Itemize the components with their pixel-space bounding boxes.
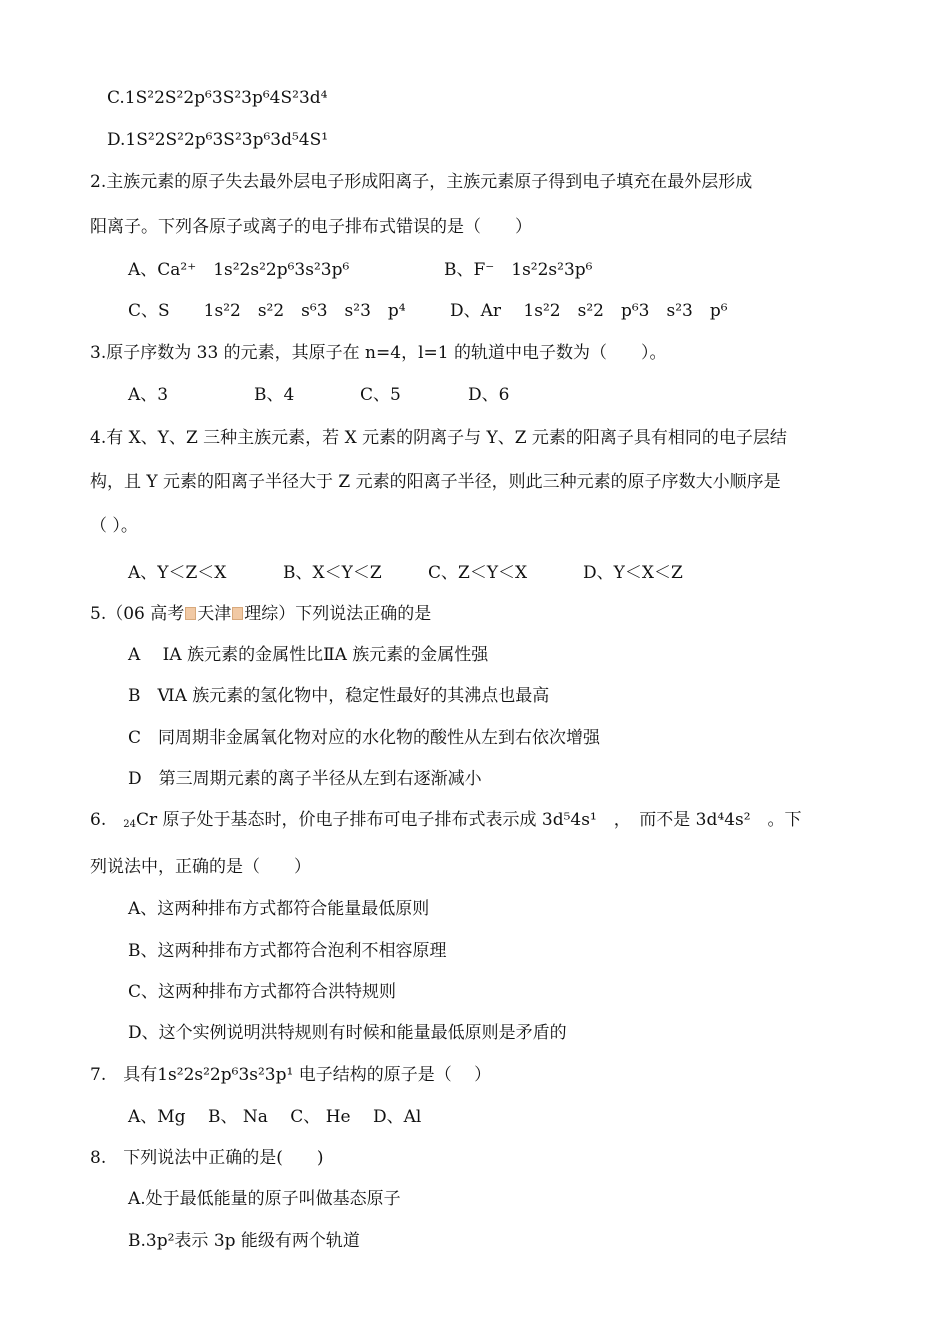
q8-option-a: A.处于最低能量的原子叫做基态原子 xyxy=(128,1189,401,1209)
q3-option-a: A、3 xyxy=(128,385,169,405)
q8-stem: 8. 下列说法中正确的是( ) xyxy=(90,1148,324,1168)
q8-option-b: B.3p²表示 3p 能级有两个轨道 xyxy=(128,1231,360,1251)
q4-stem-line1: 4.有 X、Y、Z 三种主族元素，若 X 元素的阴离子与 Y、Z 元素的阳离子具有相同的电子层结 xyxy=(90,428,787,448)
q4-option-a: A、Y＜Z＜X xyxy=(128,563,227,583)
q3-options xyxy=(128,383,509,407)
q6-option-b: B、这两种排布方式都符合泡利不相容原理 xyxy=(128,941,447,961)
q4-stem-line3: （ ）。 xyxy=(90,516,138,536)
q3-stem: 3.原子序数为 33 的元素，其原子在 n=4，l=1 的轨道中电子数为（ ）。 xyxy=(90,343,667,363)
q5-stem-mid: 天津 xyxy=(197,604,232,624)
q4-option-d: D、Y＜X＜Z xyxy=(583,563,683,583)
q5-stem xyxy=(90,602,431,626)
q2-option-c: C、S 1s²2 s²2 s⁶3 s²3 p⁴ xyxy=(128,301,406,321)
q3-option-d: D、6 xyxy=(468,385,510,405)
q2-stem-line1: 2.主族元素的原子失去最外层电子形成阳离子，主族元素原子得到电子填充在最外层形成 xyxy=(90,172,753,192)
q1-option-d: D.1S²2S²2p⁶3S²3p⁶3d⁵4S¹ xyxy=(107,130,329,150)
q4-option-b: B、X＜Y＜Z xyxy=(283,563,382,583)
q1-option-c: C.1S²2S²2p⁶3S²3p⁶4S²3d⁴ xyxy=(107,88,328,108)
q2-option-d: D、Ar 1s²2 s²2 p⁶3 s²3 p⁶ xyxy=(450,301,728,321)
q4-stem-line2: 构，且 Y 元素的阳离子半径大于 Z 元素的阳离子半径，则此三种元素的原子序数大小顺序是 xyxy=(90,472,781,492)
q3-option-b: B、4 xyxy=(254,385,295,405)
separator-mark-icon xyxy=(232,607,243,620)
q7-options: A、Mg B、 Na C、 He D、Al xyxy=(128,1107,422,1127)
q3-option-c: C、5 xyxy=(360,385,401,405)
q6-option-c: C、这两种排布方式都符合洪特规则 xyxy=(128,982,397,1002)
q2-option-a: A、Ca²⁺ 1s²2s²2p⁶3s²3p⁶ xyxy=(128,260,350,280)
q6-option-a: A、这两种排布方式都符合能量最低原则 xyxy=(128,899,430,919)
q6-stem-line2: 列说法中，正确的是（ ） xyxy=(90,857,311,877)
q5-option-d: D 第三周期元素的离子半径从左到右逐渐减小 xyxy=(128,769,482,789)
q6-option-d: D、这个实例说明洪特规则有时候和能量最低原则是矛盾的 xyxy=(128,1023,567,1043)
q6-atomic-number: 24 xyxy=(123,819,136,830)
q5-option-b: B ⅥA 族元素的氢化物中，稳定性最好的其沸点也最高 xyxy=(128,686,550,706)
q7-stem: 7. 具有1s²2s²2p⁶3s²3p¹ 电子结构的原子是（ ） xyxy=(90,1065,492,1085)
q2-options-row2 xyxy=(128,299,728,323)
q2-option-b: B、F⁻ 1s²2s²3p⁶ xyxy=(444,260,593,280)
q6-stem-text: Cr 原子处于基态时，价电子排布可电子排布式表示成 3d⁵4s¹ ， 而不是 3d⁴4s² 。下 xyxy=(135,810,802,830)
q4-options xyxy=(128,561,683,585)
q5-stem-suffix: 理综）下列说法正确的是 xyxy=(244,604,432,624)
q2-stem-line2: 阳离子。下列各原子或离子的电子排布式错误的是（ ） xyxy=(90,217,532,237)
q6-number: 6. xyxy=(90,810,124,830)
q6-stem-line1 xyxy=(90,808,802,832)
q5-option-a: A ⅠA 族元素的金属性比ⅡA 族元素的金属性强 xyxy=(128,645,489,665)
q5-option-c: C 同周期非金属氧化物对应的水化物的酸性从左到右依次增强 xyxy=(128,728,601,748)
q5-stem-prefix: 5.（06 高考 xyxy=(90,604,185,624)
q4-option-c: C、Z＜Y＜X xyxy=(428,563,528,583)
separator-mark-icon xyxy=(185,607,196,620)
q2-options-row1 xyxy=(128,258,592,282)
